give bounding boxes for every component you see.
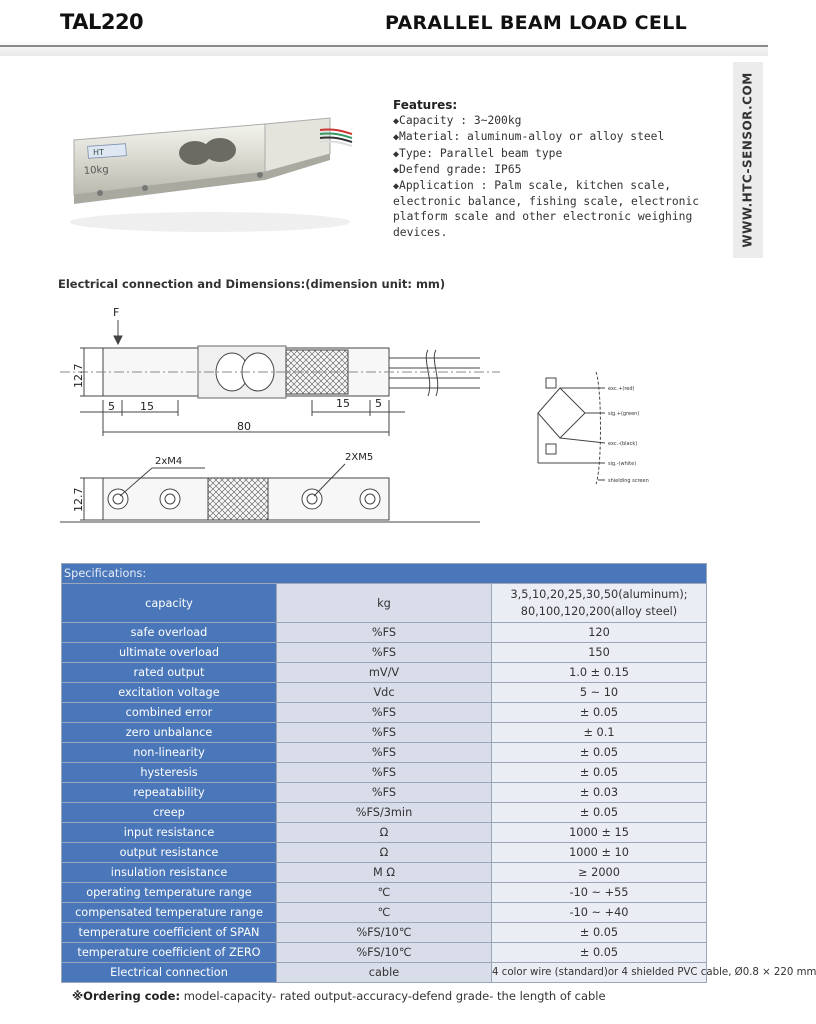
- wire-exc-plus: exc.+(red): [608, 386, 635, 392]
- spec-row: [62, 843, 707, 863]
- wire-sig-plus: sig.+(green): [608, 411, 640, 417]
- electrical-section-title: Electrical connection and Dimensions:(dimension unit: mm): [58, 277, 446, 291]
- spec-value: -10 ~ +55: [492, 883, 707, 903]
- features-title: Features:: [393, 98, 458, 112]
- spec-unit: %FS: [277, 763, 492, 783]
- dim-length: 80: [237, 420, 251, 433]
- spec-row-capacity: [62, 584, 707, 623]
- website-vertical: [733, 62, 763, 258]
- spec-row: [62, 943, 707, 963]
- spec-param: safe overload: [62, 623, 277, 643]
- spec-param: hysteresis: [62, 763, 277, 783]
- spec-header: Specifications:: [62, 564, 707, 584]
- document-title: PARALLEL BEAM LOAD CELL: [385, 12, 688, 34]
- spec-row: [62, 963, 707, 983]
- spec-value: ± 0.05: [492, 763, 707, 783]
- dimension-drawing: [60, 300, 510, 530]
- spec-param: input resistance: [62, 823, 277, 843]
- spec-param: insulation resistance: [62, 863, 277, 883]
- spec-value: ± 0.05: [492, 803, 707, 823]
- spec-value: ± 0.03: [492, 783, 707, 803]
- spec-value: 1.0 ± 0.15: [492, 663, 707, 683]
- spec-row: [62, 783, 707, 803]
- thread-right-label: 2XM5: [345, 452, 374, 463]
- ordering-code-label: ※Ordering code:: [72, 989, 181, 1003]
- spec-unit: Ω: [277, 843, 492, 863]
- spec-unit: %FS: [277, 783, 492, 803]
- spec-row: [62, 763, 707, 783]
- spec-param: repeatability: [62, 783, 277, 803]
- feature-type: ◆ Type: Parallel beam type: [393, 146, 728, 162]
- spec-value-line-2: 80,100,120,200(alloy steel): [520, 605, 678, 618]
- ordering-code: [72, 989, 606, 1003]
- spec-param: Electrical connection: [62, 963, 277, 983]
- spec-unit: mV/V: [277, 663, 492, 683]
- spec-unit: %FS/10℃: [277, 923, 492, 943]
- header-divider: [0, 45, 768, 47]
- spec-row: [62, 743, 707, 763]
- spec-param: capacity: [62, 584, 277, 623]
- spec-unit: %FS/10℃: [277, 943, 492, 963]
- spec-value: 150: [492, 643, 707, 663]
- photo-brand-label: HT: [93, 148, 104, 157]
- spec-row: [62, 883, 707, 903]
- spec-value: ± 0.05: [492, 703, 707, 723]
- website-url: WWW.HTC-SENSOR.COM: [741, 72, 755, 248]
- load-cell-photo: [60, 100, 360, 240]
- spec-unit: ℃: [277, 903, 492, 923]
- spec-unit: %FS: [277, 643, 492, 663]
- specifications-table: [61, 563, 816, 983]
- spec-param: non-linearity: [62, 743, 277, 763]
- spec-unit: Vdc: [277, 683, 492, 703]
- features-section: [393, 98, 728, 240]
- spec-unit: Ω: [277, 823, 492, 843]
- spec-row: [62, 903, 707, 923]
- feature-application: ◆ Application : Palm scale, kitchen scale, electronic balance, fishing scale, electronic platform scale and other electronic weighing devices.: [393, 178, 728, 240]
- spec-header-row: [62, 564, 707, 584]
- spec-row: [62, 623, 707, 643]
- dim-5-left: 5: [108, 400, 115, 413]
- spec-row: [62, 923, 707, 943]
- spec-value: [492, 584, 707, 623]
- spec-value: 120: [492, 623, 707, 643]
- spec-param: temperature coefficient of ZERO: [62, 943, 277, 963]
- spec-row: [62, 823, 707, 843]
- spec-param: temperature coefficient of SPAN: [62, 923, 277, 943]
- wire-shield: shielding screen: [608, 478, 649, 484]
- photo-capacity-label: 10kg: [83, 164, 110, 177]
- spec-unit: M Ω: [277, 863, 492, 883]
- force-label: F: [113, 306, 120, 319]
- dim-15-left: 15: [140, 400, 154, 413]
- spec-row: [62, 863, 707, 883]
- spec-value: ≥ 2000: [492, 863, 707, 883]
- ordering-code-text: model-capacity- rated output-accuracy-defend grade- the length of cable: [180, 989, 606, 1003]
- wire-exc-minus: exc.-(black): [608, 441, 638, 447]
- spec-param: zero unbalance: [62, 723, 277, 743]
- spec-unit: %FS: [277, 703, 492, 723]
- spec-param: ultimate overload: [62, 643, 277, 663]
- spec-unit: %FS: [277, 723, 492, 743]
- dim-5-right: 5: [375, 397, 382, 410]
- spec-value: -10 ~ +40: [492, 903, 707, 923]
- spec-unit: kg: [277, 584, 492, 623]
- spec-row: [62, 723, 707, 743]
- spec-value: 5 ~ 10: [492, 683, 707, 703]
- spec-value: 1000 ± 10: [492, 843, 707, 863]
- spec-param: operating temperature range: [62, 883, 277, 903]
- spec-unit: %FS: [277, 623, 492, 643]
- spec-row: [62, 683, 707, 703]
- wire-sig-minus: sig.-(white): [608, 461, 637, 467]
- thread-left-label: 2xM4: [155, 456, 183, 467]
- spec-param: output resistance: [62, 843, 277, 863]
- spec-unit: %FS/3min: [277, 803, 492, 823]
- feature-capacity: ◆ Capacity : 3~200kg: [393, 113, 728, 129]
- spec-value: 1000 ± 15: [492, 823, 707, 843]
- spec-row: [62, 803, 707, 823]
- spec-param: compensated temperature range: [62, 903, 277, 923]
- spec-unit: %FS: [277, 743, 492, 763]
- height-label: 12.7: [72, 363, 85, 388]
- spec-row: [62, 643, 707, 663]
- spec-unit: cable: [277, 963, 492, 983]
- spec-value: 4 color wire (standard)or 4 shielded PVC cable, Ø0.8 × 220 mm: [492, 963, 707, 983]
- feature-defend-grade: ◆ Defend grade: IP65: [393, 162, 728, 178]
- spec-value: ± 0.05: [492, 923, 707, 943]
- spec-row: [62, 703, 707, 723]
- spec-param: excitation voltage: [62, 683, 277, 703]
- spec-param: creep: [62, 803, 277, 823]
- wiring-diagram: [530, 368, 680, 488]
- feature-material: ◆ Material: aluminum-alloy or alloy steel: [393, 129, 728, 145]
- spec-param: rated output: [62, 663, 277, 683]
- spec-unit: ℃: [277, 883, 492, 903]
- spec-param: combined error: [62, 703, 277, 723]
- height-bottom-label: 12.7: [72, 487, 85, 512]
- spec-value: ± 0.05: [492, 943, 707, 963]
- spec-value: ± 0.1: [492, 723, 707, 743]
- spec-row: [62, 663, 707, 683]
- model-number: TAL220: [60, 10, 144, 34]
- spec-value: ± 0.05: [492, 743, 707, 763]
- spec-value-line-1: 3,5,10,20,25,30,50(aluminum);: [510, 588, 688, 601]
- dim-15-right: 15: [336, 397, 350, 410]
